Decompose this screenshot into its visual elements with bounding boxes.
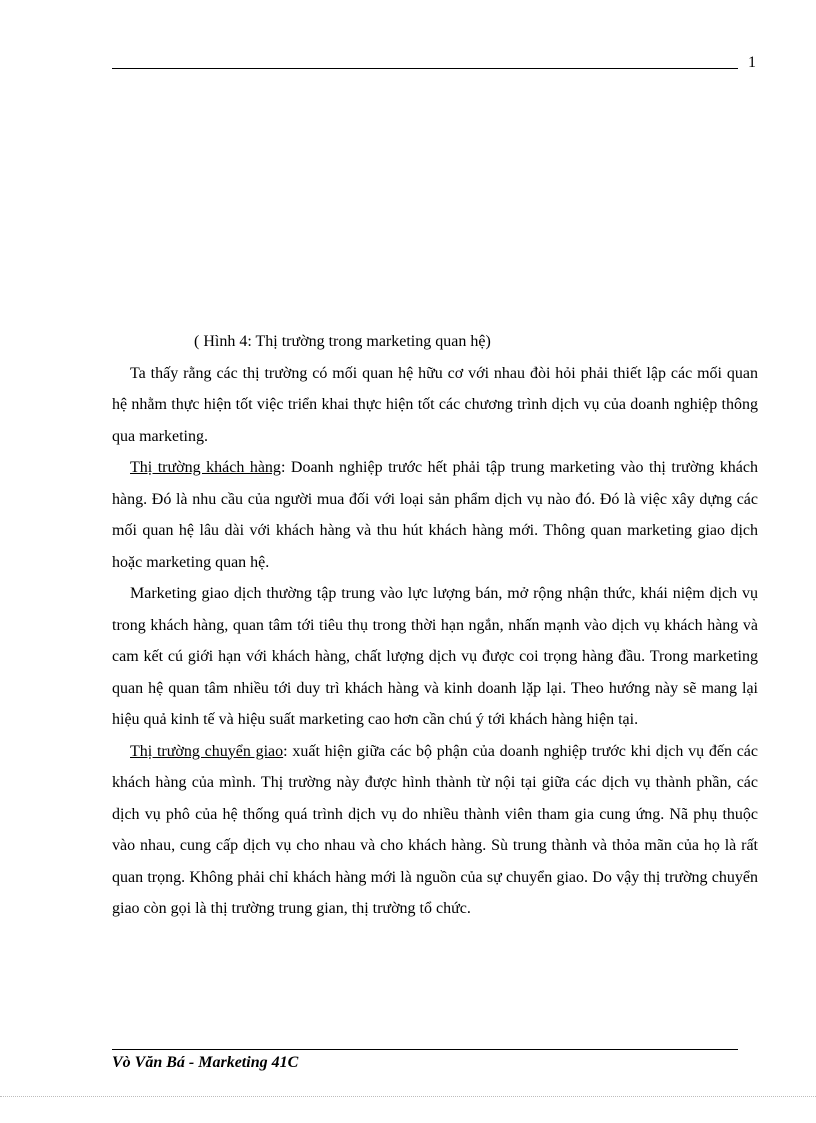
footer-rule xyxy=(112,1049,738,1050)
page-bottom-border xyxy=(0,1096,816,1097)
customer-market-heading: Thị trường khách hàng xyxy=(130,459,281,476)
paragraph-customer-market xyxy=(112,452,758,578)
paragraph-transaction-marketing: Marketing giao dịch thường tập trung vào lực lượng bán, mở rộng nhận thức, khái niệm dịch vụ trong khách hàng, quan tâm tới tiêu thụ trong thời hạn ngắn, nhấn mạnh vào dịch vụ khách hàng và cam kết cú giới hạn với khách hàng, chất lượng dịch vụ được coi trọng hàng đầu. Trong marketing quan hệ quan tâm nhiều tới duy trì khách hàng và kinh doanh lặp lại. Theo hướng này sẽ mang lại hiệu quả kinh tế và hiệu suất marketing cao hơn cần chú ý tới khách hàng hiện tại. xyxy=(112,585,758,728)
transfer-market-text: : xuất hiện giữa các bộ phận của doanh nghiệp trước khi dịch vụ đến các khách hàng của mình. Thị trường này được hình thành từ nội tại giữa các dịch vụ thành phần, các dịch vụ phô của hệ thống quá trình dịch vụ do nhiều thành viên tham gia cung ứng. Nã phụ thuộc vào nhau, cung cấp dịch vụ cho nhau và cho khách hàng. Sù trung thành và thỏa mãn của họ là rất quan trọng. Không phải chỉ khách hàng mới là nguồn của sự chuyển giao. Do vậy thị trường chuyển giao còn gọi là thị trường trung gian, thị trường tổ chức. xyxy=(112,742,759,917)
customer-market-text: : Doanh nghiệp trước hết phải tập trung marketing vào thị trường khách hàng. Đó là nhu cầu của người mua đối với loại sản phẩm dịch vụ nào đó. Đó là việc xây dựng các mối quan hệ lâu dài với khách hàng và thu hút khách hàng mới. Thông quan marketing giao dịch hoặc marketing quan hệ. xyxy=(112,459,758,571)
header-rule xyxy=(112,68,738,69)
footer-author: Vò Văn Bá - Marketing 41C xyxy=(112,1054,299,1071)
document-body xyxy=(112,326,758,925)
paragraph-intro: Ta thấy rằng các thị trường có mối quan hệ hữu cơ với nhau đòi hỏi phải thiết lập các mối quan hệ nhằm thực hiện tốt việc triển khai thực hiện tốt các chương trình dịch vụ của doanh nghiệp thông qua marketing. xyxy=(112,364,758,445)
page-number: 1 xyxy=(748,54,756,71)
paragraph-transfer-market xyxy=(112,736,758,925)
figure-caption: ( Hình 4: Thị trường trong marketing quan hệ) xyxy=(194,333,491,350)
transfer-market-heading: Thị trường chuyển giao xyxy=(130,742,284,760)
